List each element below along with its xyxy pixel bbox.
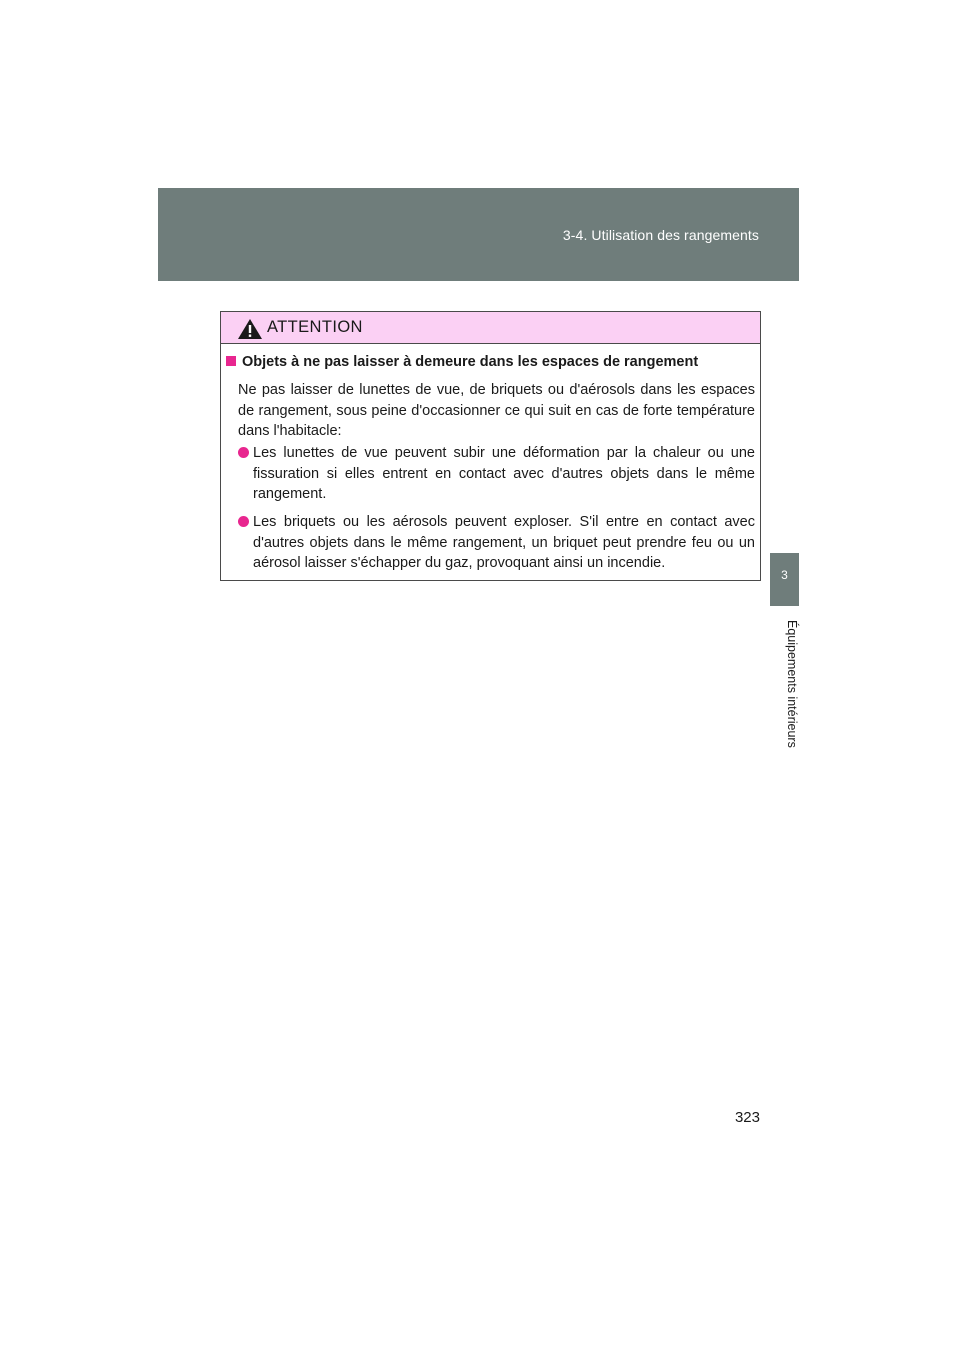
page-number: 323 [734, 1109, 760, 1126]
warning-intro: Ne pas laisser de lunettes de vue, de briquets ou d'aérosols dans les espaces de rangement, sous peine d'occasionner ce qui suit en cas de forte température dans l'habitacle: [238, 382, 755, 439]
bullet-text: Les lunettes de vue peuvent subir une déformation par la chaleur ou une fissuration si elles entrent en contact avec d'autres objets dans le même rangement. [253, 445, 755, 502]
bullet-text: Les briquets ou les aérosols peuvent exploser. S'il entre en contact avec d'autres objets dans le même rangement, un briquet peut prendre feu ou un aérosol laisser s'échapper du gaz, provoquant ainsi un incendie. [253, 514, 755, 571]
warning-bullet-2 [238, 512, 755, 574]
warning-box [220, 311, 761, 581]
warning-triangle-icon [237, 318, 263, 340]
warning-header [221, 312, 760, 344]
warning-bullet-1 [238, 443, 755, 505]
circle-bullet-icon [238, 516, 249, 527]
warning-topic [226, 354, 698, 370]
circle-bullet-icon [238, 447, 249, 458]
header-band [158, 188, 799, 281]
chapter-number: 3 [781, 568, 788, 582]
square-bullet-icon [226, 356, 236, 366]
chapter-tab [770, 553, 799, 606]
warning-title: ATTENTION [267, 318, 363, 336]
section-title: 3-4. Utilisation des rangements [562, 227, 759, 243]
chapter-label: Équipements intérieurs [785, 620, 799, 748]
warning-topic-text: Objets à ne pas laisser à demeure dans les espaces de rangement [242, 354, 699, 370]
